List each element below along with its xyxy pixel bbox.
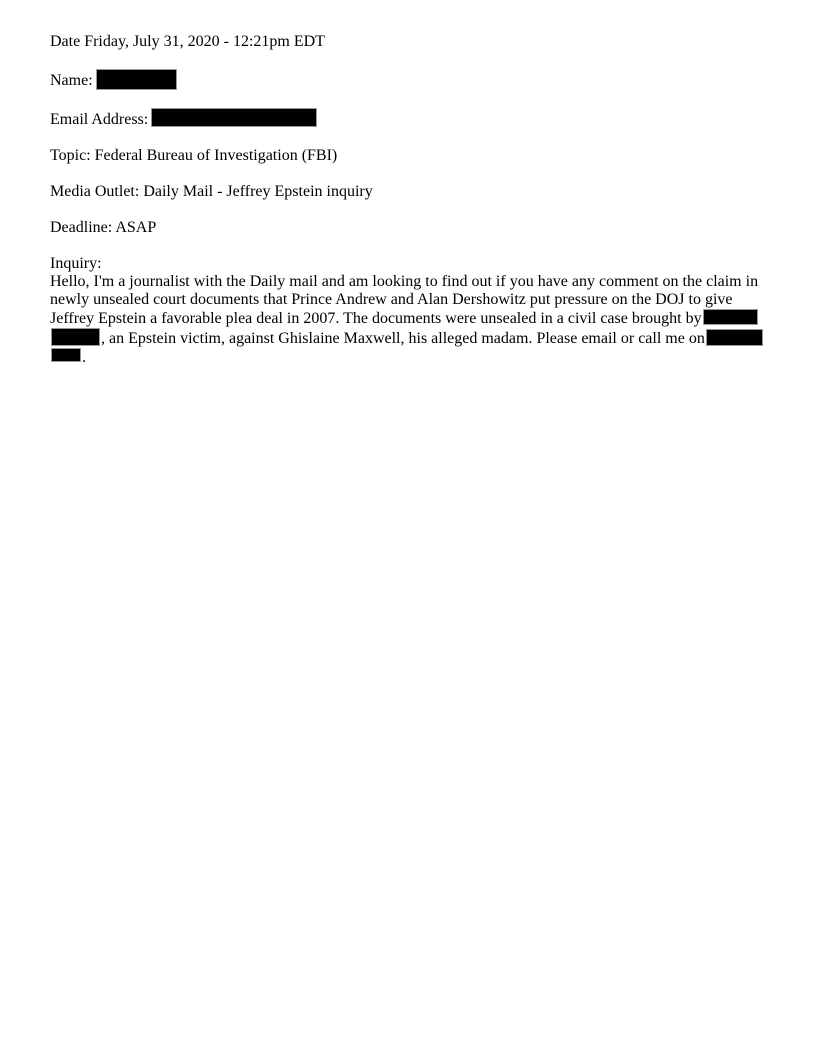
inquiry-text: Hello, I'm a journalist with the Daily mail and am looking to find out if you have any comment on the claim in bbox=[50, 273, 759, 290]
inquiry-text: Jeffrey Epstein a favorable plea deal in 2007. The documents were unsealed in a civil case brought by bbox=[50, 310, 702, 327]
inquiry-line bbox=[50, 348, 760, 367]
field-line bbox=[50, 219, 760, 237]
redaction-box bbox=[151, 108, 317, 127]
field-line bbox=[50, 147, 760, 165]
redaction-box bbox=[703, 309, 758, 325]
inquiry-text: . bbox=[82, 349, 86, 366]
field-text: Name: bbox=[50, 72, 93, 89]
inquiry-section bbox=[50, 255, 760, 367]
field-text: Date Friday, July 31, 2020 - 12:21pm EDT bbox=[50, 33, 325, 50]
redaction-box bbox=[706, 329, 763, 346]
inquiry-text: , an Epstein victim, against Ghislaine Maxwell, his alleged madam. Please email or call me on bbox=[101, 330, 705, 347]
inquiry-line bbox=[50, 328, 760, 348]
inquiry-heading: Inquiry: bbox=[50, 255, 102, 272]
field-text: Media Outlet: Daily Mail - Jeffrey Epstein inquiry bbox=[50, 183, 373, 200]
header-fields bbox=[50, 33, 760, 237]
inquiry-line bbox=[50, 273, 760, 291]
field-line bbox=[50, 183, 760, 201]
field-text: Deadline: ASAP bbox=[50, 219, 157, 236]
field-line bbox=[50, 69, 760, 90]
inquiry-body bbox=[50, 273, 760, 367]
inquiry-line bbox=[50, 291, 760, 309]
field-text: Email Address: bbox=[50, 111, 149, 128]
field-line bbox=[50, 108, 760, 129]
redaction-box bbox=[51, 328, 100, 346]
inquiry-text: newly unsealed court documents that Prince Andrew and Alan Dershowitz put pressure on the DOJ to give bbox=[50, 291, 733, 308]
field-line bbox=[50, 33, 760, 51]
inquiry-line bbox=[50, 309, 760, 328]
redaction-box bbox=[96, 69, 177, 90]
field-text: Topic: Federal Bureau of Investigation (FBI) bbox=[50, 147, 338, 164]
redaction-box bbox=[51, 348, 81, 362]
